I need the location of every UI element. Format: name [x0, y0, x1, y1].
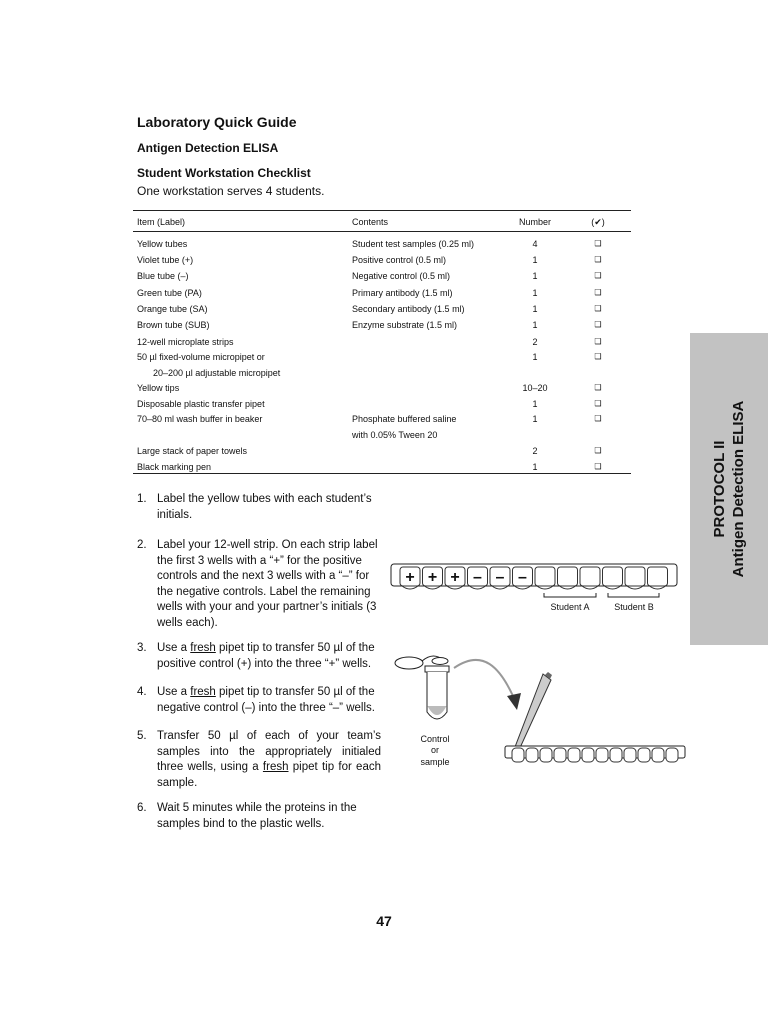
row-item: Violet tube (+) [137, 255, 194, 265]
plate-well [540, 748, 552, 762]
row-item: Green tube (PA) [137, 288, 202, 298]
row-item: Black marking pen [137, 462, 212, 472]
student-b-bracket [608, 593, 659, 597]
arrowhead [507, 693, 521, 710]
page-number: 47 [376, 913, 392, 929]
plate-well [554, 748, 566, 762]
control-label-line1: Control [420, 734, 450, 744]
row-check: ❑ [594, 414, 602, 423]
step-text-part: pipet tip to transfer 50 µl of the negative control (–) into the three “–” wells. [157, 686, 375, 714]
labeled-strip-figure [390, 556, 680, 618]
step-text-part: Use a [157, 642, 191, 654]
transfer-figure [388, 648, 688, 778]
well-mark: – [518, 569, 527, 586]
row-number: 1 [532, 304, 538, 314]
row-number: 1 [532, 271, 538, 281]
row-item: Orange tube (SA) [137, 304, 208, 314]
pipet-icon [515, 672, 552, 750]
plate-well [582, 748, 594, 762]
step-number: 4. [137, 686, 147, 698]
step-number: 3. [137, 642, 147, 654]
step-text-part: Transfer 50 µl of each of your team’s samples into the appropriately initialed three wells, using a [157, 730, 381, 773]
row-item: Yellow tips [137, 383, 180, 393]
step-text [157, 538, 381, 631]
step-text [157, 729, 381, 791]
well [625, 567, 645, 586]
sidebar-label [710, 401, 748, 578]
row-check: ❑ [594, 320, 602, 329]
control-label-line3: sample [420, 757, 450, 767]
row-number: 1 [532, 255, 538, 265]
step-number: 2. [137, 539, 147, 551]
step-text [157, 801, 381, 832]
row-check: ❑ [594, 304, 602, 313]
header-check: (✔) [591, 217, 605, 227]
step-text-part: Label your 12-well strip. On each strip label the first 3 wells with a “+” for the positive controls and the next 3 wells with a “–” for the negative controls. Label the remaining wells with your and your partner’s initials (3 wells each). [157, 539, 378, 629]
plate-well [596, 748, 608, 762]
row-item: 70–80 ml wash buffer in beaker [137, 414, 263, 424]
row-check: ❑ [594, 288, 602, 297]
control-label-line2: or [430, 745, 440, 755]
well [535, 567, 555, 586]
checklist-title: Student Workstation Checklist [137, 166, 311, 180]
student-a-label: Student A [550, 602, 590, 612]
step-text-part: pipet tip to transfer 50 µl of the positive control (+) into the three “+” wells. [157, 642, 375, 670]
row-number: 1 [532, 462, 538, 472]
page-subtitle: Antigen Detection ELISA [137, 141, 279, 155]
sidebar-line2: Antigen Detection ELISA [730, 400, 747, 578]
row-item: Large stack of paper towels [137, 446, 248, 456]
step-text [157, 492, 381, 523]
row-check: ❑ [594, 352, 602, 361]
row-number: 1 [532, 414, 538, 424]
row-check: ❑ [594, 446, 602, 455]
row-number: 2 [532, 446, 538, 456]
row-contents: Secondary antibody (1.5 ml) [352, 304, 465, 314]
plate-well [666, 748, 678, 762]
row-item: 50 µl fixed-volume micropipet or [137, 352, 265, 362]
emphasis-fresh: fresh [262, 761, 289, 773]
student-b-label: Student B [614, 602, 654, 612]
row-contents: Phosphate buffered saline [352, 414, 457, 424]
row-item: Blue tube (–) [137, 271, 189, 281]
row-item: Yellow tubes [137, 239, 188, 249]
well [580, 567, 600, 586]
row-contents: Enzyme substrate (1.5 ml) [352, 320, 458, 330]
plate-well [568, 748, 580, 762]
header-contents: Contents [352, 217, 389, 227]
tube-icon [395, 656, 449, 719]
row-contents: Student test samples (0.25 ml) [352, 239, 475, 249]
plate-well [526, 748, 538, 762]
plate-well [624, 748, 636, 762]
step-text [157, 685, 381, 716]
well-mark: + [405, 569, 415, 586]
plate-well [652, 748, 664, 762]
row-item: Disposable plastic transfer pipet [137, 399, 265, 409]
transfer-arrow [454, 660, 513, 696]
row-number: 1 [532, 399, 538, 409]
step-number: 5. [137, 730, 147, 742]
header-number: Number [518, 217, 551, 227]
table-top-rule [133, 210, 631, 211]
row-contents: with 0.05% Tween 20 [352, 430, 438, 440]
header-item: Item (Label) [137, 217, 186, 227]
row-number: 1 [532, 288, 538, 298]
row-contents: Negative control (0.5 ml) [352, 271, 451, 281]
row-check: ❑ [594, 462, 602, 471]
step-text-part: Wait 5 minutes while the proteins in the samples bind to the plastic wells. [157, 802, 357, 830]
well-mark: + [427, 569, 438, 586]
step-number: 1. [137, 493, 147, 505]
row-number: 1 [532, 320, 538, 330]
table-header-rule [133, 231, 631, 232]
sidebar-line1: PROTOCOL II [711, 440, 728, 538]
row-number: 2 [532, 337, 538, 347]
well-mark: + [450, 569, 460, 586]
row-number: 10–20 [522, 383, 548, 393]
student-a-bracket [544, 593, 596, 597]
row-check: ❑ [594, 239, 602, 248]
protocol-sidebar-tab [690, 333, 768, 645]
plate-well [512, 748, 524, 762]
row-check: ❑ [594, 271, 602, 280]
row-number: 1 [532, 352, 538, 362]
row-item: Brown tube (SUB) [137, 320, 210, 330]
row-item: 12-well microplate strips [137, 337, 234, 347]
page-title: Laboratory Quick Guide [137, 114, 297, 130]
row-check: ❑ [594, 255, 602, 264]
table-bottom-rule [133, 473, 631, 474]
row-check: ❑ [594, 337, 602, 346]
plate-well [638, 748, 650, 762]
emphasis-fresh: fresh [190, 686, 216, 698]
step-text-part: pipet tip for each sample. [157, 761, 381, 789]
intro-text: One workstation serves 4 students. [137, 184, 325, 198]
emphasis-fresh: fresh [190, 642, 216, 654]
step-text [157, 641, 381, 672]
row-item: 20–200 µl adjustable micropipet [153, 368, 281, 378]
row-number: 4 [532, 239, 538, 249]
row-contents: Primary antibody (1.5 ml) [352, 288, 453, 298]
row-check: ❑ [594, 399, 602, 408]
row-check: ❑ [594, 383, 602, 392]
well [648, 567, 668, 586]
well [603, 567, 623, 586]
plate-well [610, 748, 622, 762]
step-text-part: Use a [157, 686, 191, 698]
step-number: 6. [137, 802, 147, 814]
step-text-part: Label the yellow tubes with each student’s initials. [157, 493, 372, 521]
well [558, 567, 578, 586]
row-contents: Positive control (0.5 ml) [352, 255, 447, 265]
well-mark: – [495, 569, 505, 586]
well-mark: – [473, 569, 482, 586]
